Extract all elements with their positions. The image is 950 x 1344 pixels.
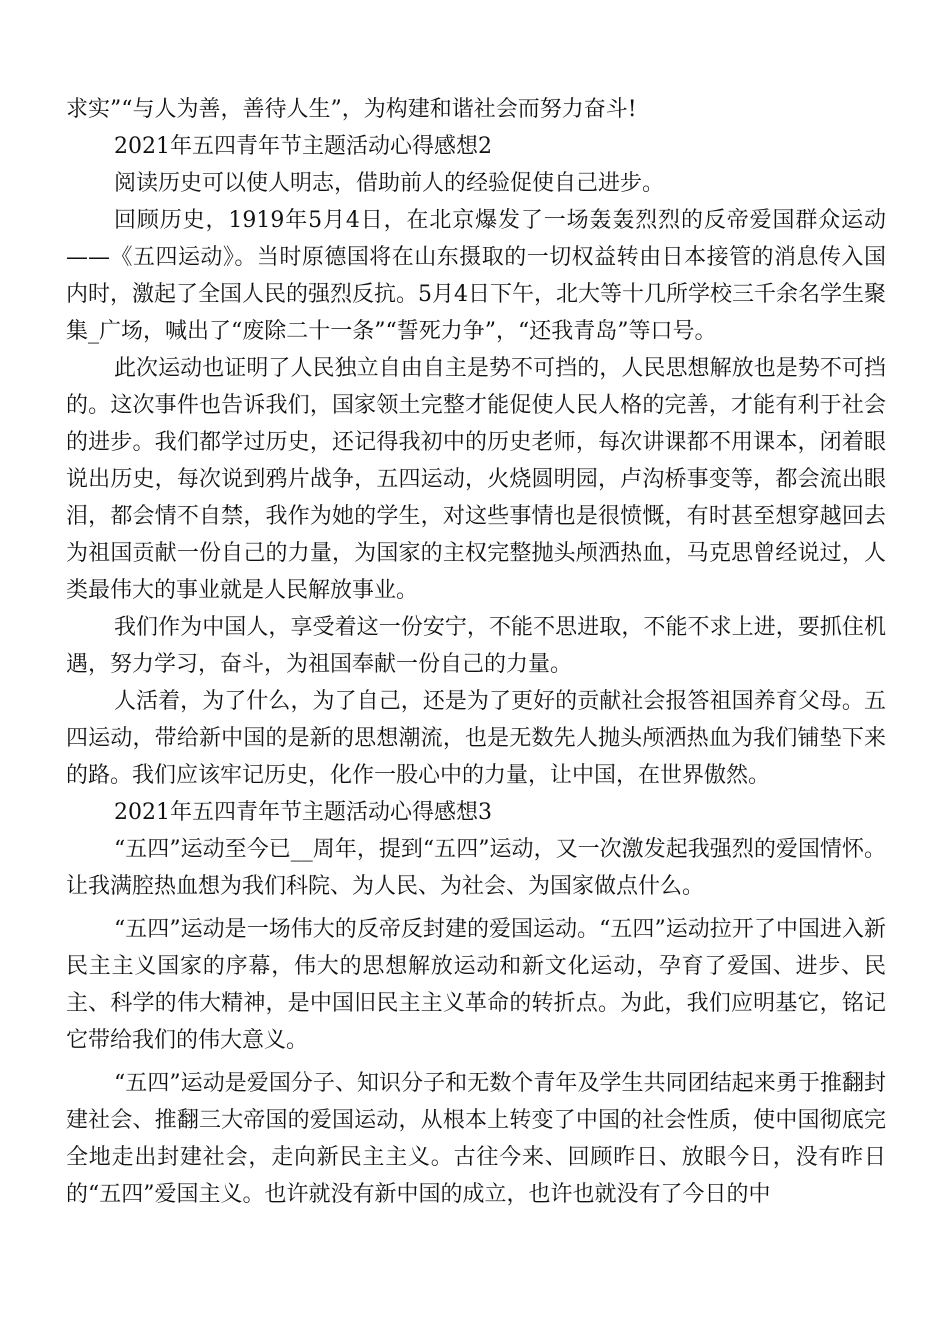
paragraph: “五四”运动至今已__周年，提到“五四”运动，又一次激发起我强烈的爱国情怀。让我满腔热血想为我们科院、为人民、为社会、为国家做点什么。 (66, 837, 886, 899)
section-heading-2: 2021年五四青年节主题活动心得感想2 (114, 134, 492, 159)
document-page (66, 91, 886, 1213)
paragraph: 回顾历史，1919年5月4日，在北京爆发了一场轰轰烈烈的反帝爱国群众运动——《五四运动》。当时原德国将在山东摄取的一切权益转由日本接管的消息传入国内时，激起了全国人民的强烈反抗。5月4日下午，北大等十几所学校三千余名学生聚集_广场，喊出了“废除二十一条”“誓死力争”，“还我青岛”等口号。 (66, 208, 886, 344)
paragraph: 阅读历史可以使人明志，借助前人的经验促使自己进步。 (114, 171, 665, 196)
paragraph: “五四”运动是爱国分子、知识分子和无数个青年及学生共同团结起来勇于推翻封建社会、推翻三大帝国的爱国运动，从根本上转变了中国的社会性质，使中国彻底完全地走出封建社会，走向新民主主义。古往今来、回顾昨日、放眼今日，没有昨日的“五四”爱国主义。也许就没有新中国的成立，也许也就没有了今日的中 (66, 1071, 886, 1207)
section-heading-3: 2021年五四青年节主题活动心得感想3 (114, 800, 492, 825)
paragraph: 此次运动也证明了人民独立自由自主是势不可挡的，人民思想解放也是势不可挡的。这次事件也告诉我们，国家领土完整才能促使人民人格的完善，才能有利于社会的进步。我们都学过历史，还记得我初中的历史老师，每次讲课都不用课本，闭着眼说出历史，每次说到鸦片战争，五四运动，火烧圆明园，卢沟桥事变等，都会流出眼泪，都会情不自禁，我作为她的学生，对这些事情也是很愤慨，有时甚至想穿越回去为祖国贡献一份自己的力量，为国家的主权完整抛头颅洒热血，马克思曾经说过，人类最伟大的事业就是人民解放事业。 (66, 356, 886, 603)
paragraph: “五四”运动是一场伟大的反帝反封建的爱国运动。“五四”运动拉开了中国进入新民主主义国家的序幕，伟大的思想解放运动和新文化运动，孕育了爱国、进步、民主、科学的伟大精神，是中国旧民主主义革命的转折点。为此，我们应明基它，铭记它带给我们的伟大意义。 (66, 917, 886, 1053)
paragraph: 人活着，为了什么，为了自己，还是为了更好的贡献社会报答祖国养育父母。五四运动，带给新中国的是新的思想潮流，也是无数先人抛头颅洒热血为我们铺垫下来的路。我们应该牢记历史，化作一股心中的力量，让中国，在世界傲然。 (66, 689, 886, 788)
paragraph: 我们作为中国人，享受着这一份安宁，不能不思进取，不能不求上进，要抓住机遇，努力学习，奋斗，为祖国奉献一份自己的力量。 (66, 615, 886, 677)
paragraph-continuation: 求实”“与人为善，善待人生”，为构建和谐社会而努力奋斗! (66, 97, 637, 122)
